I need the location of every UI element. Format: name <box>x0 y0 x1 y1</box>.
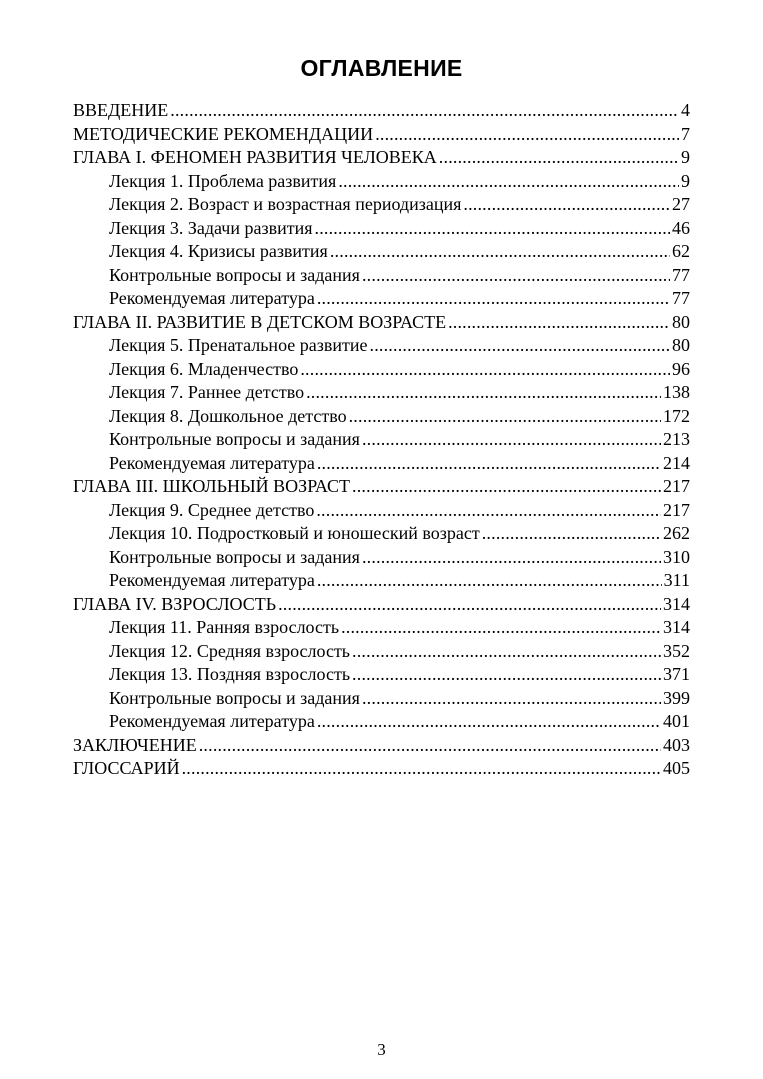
dot-leader <box>170 99 679 123</box>
toc-entry-label: Лекция 12. Средняя взрослость <box>109 640 351 661</box>
toc-entry[interactable] <box>73 146 690 170</box>
toc-entry-label: Лекция 9. Среднее детство <box>109 499 315 520</box>
toc-entry-label: Рекомендуемая литература <box>109 711 315 731</box>
dot-leader <box>306 381 661 405</box>
toc-entry-page: 214 <box>663 452 690 473</box>
toc-entry-page: 311 <box>663 570 690 590</box>
toc-entry-label: ГЛОССАРИЙ <box>73 758 180 778</box>
toc-entry-page: 403 <box>663 734 690 755</box>
dot-leader <box>317 569 662 593</box>
toc-entry-page: 77 <box>672 264 690 285</box>
toc-subentry[interactable] <box>73 616 690 640</box>
toc-entry[interactable] <box>73 311 690 335</box>
toc-entry-label: Контрольные вопросы и задания <box>109 546 360 567</box>
toc-entry-label: МЕТОДИЧЕСКИЕ РЕКОМЕНДАЦИИ <box>73 123 374 144</box>
dot-leader <box>199 734 661 758</box>
dot-leader <box>317 452 661 476</box>
toc-entry-label: ЗАКЛЮЧЕНИЕ <box>73 734 197 755</box>
toc-entry-label: Лекция 3. Задачи развития <box>109 217 313 238</box>
toc-subentry[interactable] <box>73 217 690 241</box>
toc-entry-label: Лекция 7. Раннее детство <box>109 382 305 402</box>
toc-subentry[interactable] <box>73 428 690 452</box>
dot-leader <box>316 499 661 523</box>
toc-subentry[interactable] <box>73 264 690 288</box>
toc-entry-label: Контрольные вопросы и задания <box>109 264 360 285</box>
page-number: 3 <box>377 1040 386 1059</box>
toc-entry-page: 80 <box>672 335 690 355</box>
toc-entry-page: 62 <box>672 241 690 261</box>
toc-entry-label: Лекция 4. Кризисы развития <box>109 241 328 261</box>
toc-entry-page: 401 <box>663 711 690 731</box>
dot-leader <box>352 663 661 687</box>
toc-entry-page: 371 <box>663 664 690 684</box>
toc-entry-label: Рекомендуемая литература <box>109 452 315 473</box>
toc-entry-label: ГЛАВА III. ШКОЛЬНЫЙ ВОЗРАСТ <box>73 476 351 496</box>
toc-entry-label: Рекомендуемая литература <box>109 288 315 308</box>
dot-leader <box>317 710 661 734</box>
toc-entry-label: Лекция 2. Возраст и возрастная периодизация <box>109 194 462 214</box>
toc-subentry[interactable] <box>73 569 690 593</box>
toc-entry-page: 27 <box>672 194 690 214</box>
toc-entry-page: 172 <box>663 405 690 426</box>
toc-subentry[interactable] <box>73 381 690 405</box>
toc-subentry[interactable] <box>73 405 690 429</box>
toc-entry-page: 46 <box>672 217 690 238</box>
toc-entry-page: 138 <box>663 382 690 402</box>
toc-entry-page: 217 <box>663 476 690 496</box>
toc-entry-page: 352 <box>663 640 690 661</box>
dot-leader <box>341 616 661 640</box>
toc-entry-page: 405 <box>663 758 690 778</box>
toc-entry[interactable] <box>73 123 690 147</box>
dot-leader <box>362 428 661 452</box>
dot-leader <box>375 123 679 147</box>
toc-entry-label: ВВЕДЕНИЕ <box>73 100 169 120</box>
toc-entry-label: Лекция 10. Подростковый и юношеский возраст <box>109 523 480 543</box>
toc-entry-label: ГЛАВА II. РАЗВИТИЕ В ДЕТСКОМ ВОЗРАСТЕ <box>73 311 447 332</box>
dot-leader <box>448 311 670 335</box>
toc-entry-page: 7 <box>681 123 690 144</box>
dot-leader <box>362 687 661 711</box>
dot-leader <box>300 358 670 382</box>
dot-leader <box>352 640 661 664</box>
page-title: ОГЛАВЛЕНИЕ <box>300 55 463 81</box>
toc-entry[interactable] <box>73 99 690 123</box>
dot-leader <box>330 240 670 264</box>
dot-leader <box>463 193 670 217</box>
toc-entry-page: 96 <box>672 358 690 379</box>
toc-entry-page: 9 <box>681 170 690 191</box>
toc-entry-page: 217 <box>663 499 690 520</box>
dot-leader <box>182 757 661 781</box>
dot-leader <box>362 546 661 570</box>
toc-entry-label: ГЛАВА I. ФЕНОМЕН РАЗВИТИЯ ЧЕЛОВЕКА <box>73 147 437 167</box>
toc-entry-label: Лекция 13. Поздняя взрослость <box>109 664 351 684</box>
toc-entry[interactable] <box>73 734 690 758</box>
dot-leader <box>370 334 671 358</box>
toc-entry[interactable] <box>73 475 690 499</box>
toc-entry-page: 314 <box>663 617 690 637</box>
toc-entry-page: 80 <box>672 311 690 332</box>
toc-subentry[interactable] <box>73 640 690 664</box>
toc-entry-label: ГЛАВА IV. ВЗРОСЛОСТЬ <box>73 593 277 614</box>
toc-subentry[interactable] <box>73 358 690 382</box>
toc-entry-label: Контрольные вопросы и задания <box>109 687 360 708</box>
toc-entry-page: 4 <box>681 100 690 120</box>
toc-entry-page: 9 <box>681 147 690 167</box>
toc-subentry[interactable] <box>73 522 690 546</box>
toc-entry[interactable] <box>73 593 690 617</box>
toc-entry-page: 77 <box>672 288 690 308</box>
toc-entry-label: Лекция 5. Пренатальное развитие <box>109 335 368 355</box>
toc-subentry[interactable] <box>73 170 690 194</box>
dot-leader <box>439 146 679 170</box>
toc-subentry[interactable] <box>73 452 690 476</box>
toc-entry-label: Рекомендуемая литература <box>109 570 315 590</box>
toc-subentry[interactable] <box>73 193 690 217</box>
toc-entry[interactable] <box>73 757 690 781</box>
toc-entry-label: Лекция 6. Младенчество <box>109 358 299 379</box>
dot-leader <box>317 287 670 311</box>
toc-entry-page: 314 <box>663 593 690 614</box>
dot-leader <box>315 217 671 241</box>
toc-subentry[interactable] <box>73 663 690 687</box>
table-of-contents <box>73 99 690 781</box>
toc-entry-label: Контрольные вопросы и задания <box>109 429 360 449</box>
toc-entry-page: 213 <box>663 429 690 449</box>
toc-subentry[interactable] <box>73 240 690 264</box>
toc-subentry[interactable] <box>73 287 690 311</box>
toc-subentry[interactable] <box>73 499 690 523</box>
dot-leader <box>482 522 661 546</box>
toc-entry-page: 310 <box>663 546 690 567</box>
dot-leader <box>349 405 661 429</box>
toc-subentry[interactable] <box>73 546 690 570</box>
toc-entry-label: Лекция 11. Ранняя взрослость <box>109 617 340 637</box>
toc-subentry[interactable] <box>73 334 690 358</box>
dot-leader <box>352 475 661 499</box>
toc-entry-page: 262 <box>663 523 690 543</box>
dot-leader <box>338 170 679 194</box>
dot-leader <box>278 593 661 617</box>
toc-entry-label: Лекция 1. Проблема развития <box>109 170 337 191</box>
toc-entry-page: 399 <box>663 687 690 708</box>
toc-subentry[interactable] <box>73 710 690 734</box>
toc-entry-label: Лекция 8. Дошкольное детство <box>109 405 347 426</box>
toc-subentry[interactable] <box>73 687 690 711</box>
dot-leader <box>362 264 670 288</box>
